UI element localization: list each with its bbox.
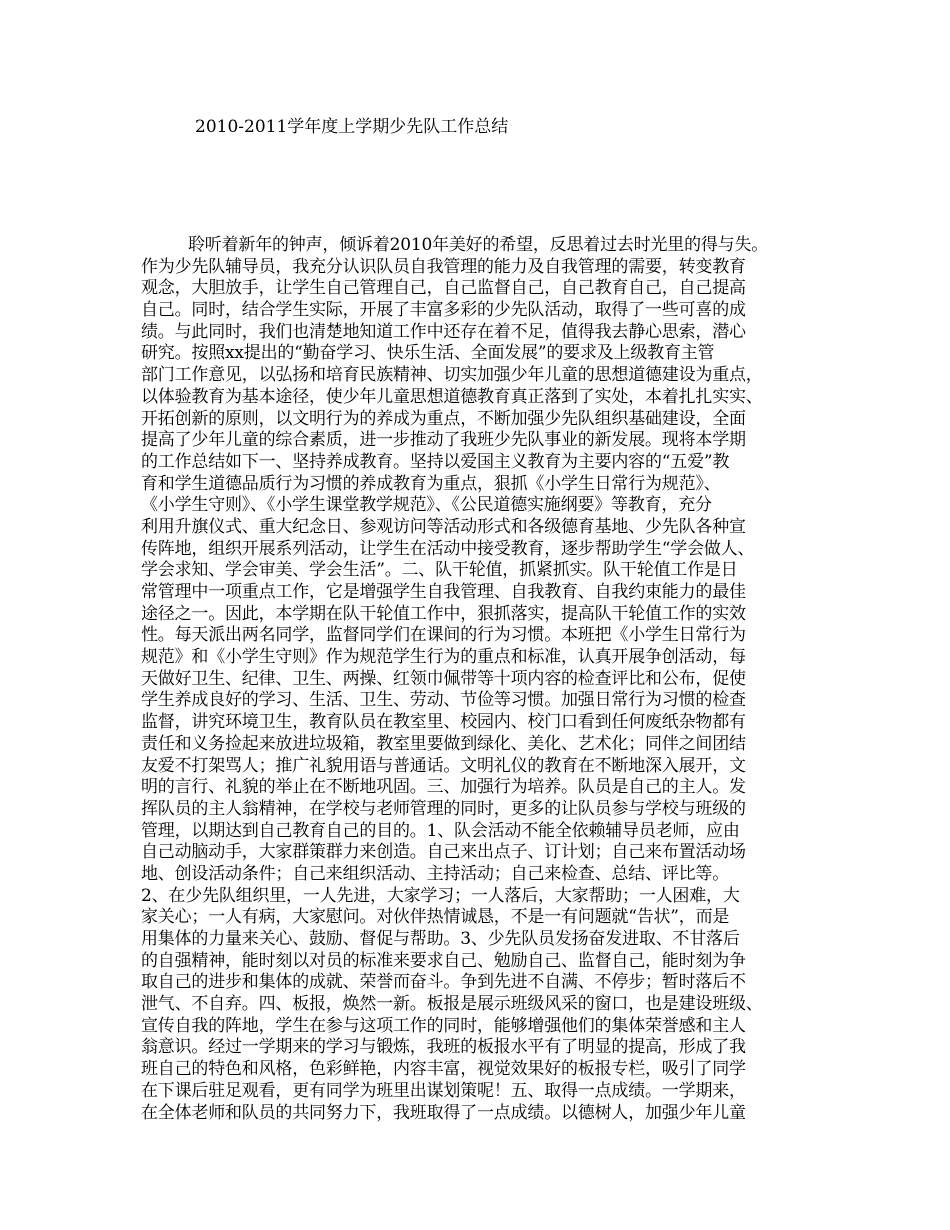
body-line: 开拓创新的原则，以文明行为的养成为重点，不断加强少先队组织基础建设，全面 bbox=[141, 408, 746, 429]
body-line: 部门工作意见，以弘扬和培育民族精神、切实加强少年儿童的思想道德建设为重点， bbox=[141, 365, 763, 386]
body-line: 观念，大胆放手，让学生自己管理自己，自己监督自己，自己教育自己，自己提高 bbox=[141, 278, 746, 299]
body-line: 传阵地，组织开展系列活动，让学生在活动中接受教育，逐步帮助学生“学会做人、 bbox=[141, 538, 755, 559]
body-line: 育和学生道德品质行为习惯的养成教育为重点，狠抓《小学生日常行为规范》、 bbox=[141, 473, 721, 494]
body-line: 监督，讲究环境卫生，教育队员在教室里、校园内、校门口看到任何废纸杂物都有 bbox=[141, 712, 746, 733]
body-line: 研究。按照xx提出的“勤奋学习、快乐生活、全面发展”的要求及上级教育主管 bbox=[141, 343, 715, 364]
body-line: 的自强精神，能时刻以对员的标准来要求自己、勉励自己、监督自己，能时刻为争 bbox=[141, 950, 746, 971]
body-line: 泄气、不自弃。四、板报，焕然一新。板报是展示班级风采的窗口，也是建设班级、 bbox=[141, 994, 763, 1015]
body-line: 2、在少先队组织里，一人先进，大家学习；一人落后，大家帮助；一人困难，大 bbox=[141, 885, 740, 906]
body-line: 常管理中一项重点工作，它是增强学生自我管理、自我教育、自我约束能力的最佳 bbox=[141, 582, 746, 602]
body-line: 绩。与此同时，我们也清楚地知道工作中还存在着不足，值得我去静心思索，潜心 bbox=[141, 321, 746, 342]
body-line: 在下课后驻足观看，更有同学为班里出谋划策呢！五、取得一点成绩。一学期来， bbox=[141, 1080, 746, 1101]
body-line: 责任和义务捡起来放进垃圾箱，教室里要做到绿化、美化、艺术化；同伴之间团结 bbox=[141, 733, 746, 754]
body-line: 作为少先队辅导员，我充分认识队员自我管理的能力及自我管理的需要，转变教育 bbox=[141, 256, 746, 277]
document-body bbox=[141, 235, 831, 1124]
body-line: 翁意识。经过一学期来的学习与锻炼，我班的板报水平有了明显的提高，形成了我 bbox=[141, 1037, 746, 1058]
body-line: 友爱不打架骂人；推广礼貌用语与普通话。文明礼仪的教育在不断地深入展开，文 bbox=[141, 755, 746, 776]
document-title: 2010-2011学年度上学期少先队工作总结 bbox=[195, 117, 509, 137]
body-line: 家关心；一人有病，大家慰问。对伙伴热情诚恳，不是一有问题就“告状”，而是 bbox=[141, 907, 730, 928]
body-line: 《小学生守则》、《小学生课堂教学规范》、《公民道德实施纲要》等教育，充分 bbox=[141, 495, 712, 516]
body-line: 规范》和《小学生守则》作为规范学生行为的重点和标准，认真开展争创活动，每 bbox=[141, 647, 746, 668]
body-line: 提高了少年儿童的综合素质，进一步推动了我班少先队事业的新发展。现将本学期 bbox=[141, 430, 746, 451]
body-line: 性。每天派出两名同学，监督同学们在课间的行为习惯。本班把《小学生日常行为 bbox=[141, 625, 746, 646]
body-line: 天做好卫生、纪律、卫生、两操、红领巾佩带等十项内容的检查评比和公布，促使 bbox=[141, 668, 746, 689]
body-line: 以体验教育为基本途径，使少年儿童思想道德教育真正落到了实处，本着扎扎实实、 bbox=[141, 386, 763, 407]
body-line: 地、创设活动条件；自己来组织活动、主持活动；自己来检查、总结、评比等。 bbox=[141, 863, 729, 884]
body-line: 明的言行、礼貌的举止在不断地巩固。三、加强行为培养。队员是自己的主人。发 bbox=[141, 777, 746, 798]
body-line: 挥队员的主人翁精神，在学校与老师管理的同时，更多的让队员参与学校与班级的 bbox=[141, 798, 746, 819]
body-line: 学会求知、学会审美、学会生活”。二、队干轮值，抓紧抓实。队干轮值工作是日 bbox=[141, 560, 738, 581]
body-line: 用集体的力量来关心、鼓励、督促与帮助。3、少先队员发扬奋发进取、不甘落后 bbox=[141, 929, 740, 949]
body-line: 在全体老师和队员的共同努力下，我班取得了一点成绩。以德树人，加强少年儿童 bbox=[141, 1102, 746, 1123]
body-line: 宣传自我的阵地，学生在参与这项工作的同时，能够增强他们的集体荣誉感和主人 bbox=[141, 1015, 746, 1036]
body-line: 管理，以期达到自己教育自己的目的。1、队会活动不能全依赖辅导员老师，应由 bbox=[141, 820, 740, 841]
body-line: 自己动脑动手，大家群策群力来创造。自己来出点子、订计划；自己来布置活动场 bbox=[141, 842, 746, 863]
body-line: 利用升旗仪式、重大纪念日、参观访问等活动形式和各级德育基地、少先队各种宣 bbox=[141, 516, 746, 537]
body-line: 途径之一。因此，本学期在队干轮值工作中，狠抓落实，提高队干轮值工作的实效 bbox=[141, 603, 746, 624]
body-line: 聆听着新年的钟声，倾诉着2010年美好的希望，反思着过去时光里的得与失。 bbox=[188, 235, 769, 255]
body-line: 自己。同时，结合学生实际，开展了丰富多彩的少先队活动，取得了一些可喜的成 bbox=[141, 300, 746, 321]
body-line: 学生养成良好的学习、生活、卫生、劳动、节俭等习惯。加强日常行为习惯的检查 bbox=[141, 690, 746, 711]
body-line: 的工作总结如下一、坚持养成教育。坚持以爱国主义教育为主要内容的“五爱”教 bbox=[141, 451, 730, 472]
body-line: 取自己的进步和集体的成就、荣誉而奋斗。争到先进不自满、不停步；暂时落后不 bbox=[141, 972, 746, 993]
body-line: 班自己的特色和风格，色彩鲜艳，内容丰富，视觉效果好的板报专栏，吸引了同学 bbox=[141, 1059, 746, 1080]
